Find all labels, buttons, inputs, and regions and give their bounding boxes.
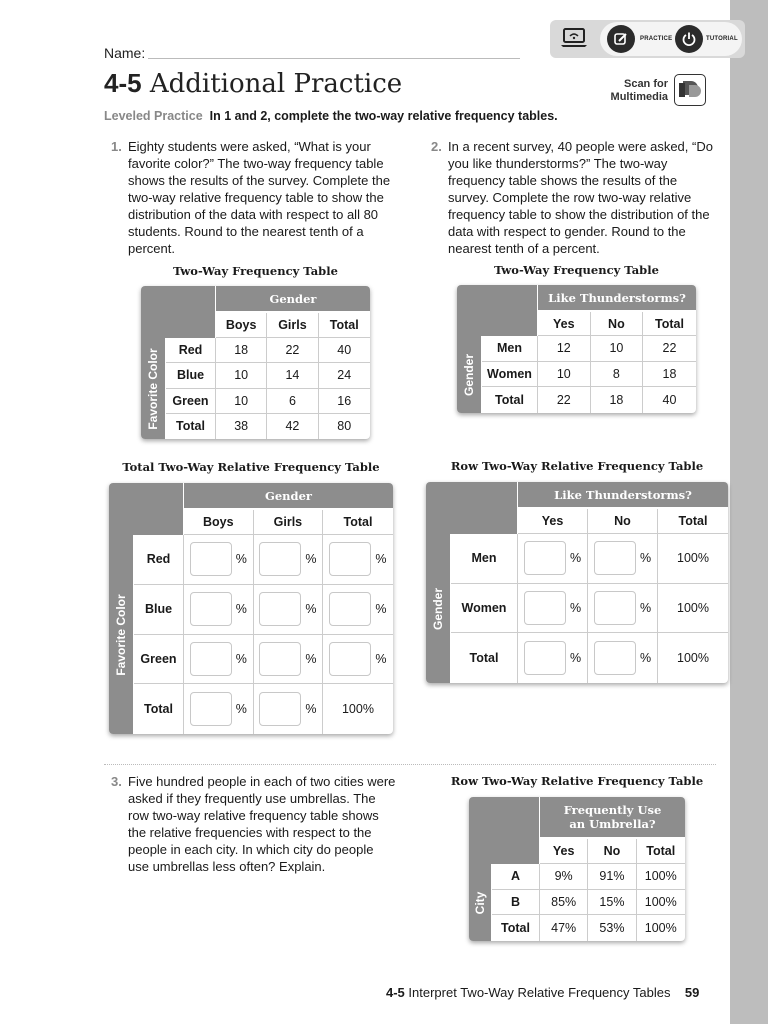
row-group-header: Gender bbox=[457, 336, 481, 413]
table-cell bbox=[184, 585, 254, 635]
percent-sign: % bbox=[569, 600, 582, 615]
answer-input[interactable] bbox=[524, 591, 566, 625]
row-label: B bbox=[492, 890, 540, 916]
percent-sign: % bbox=[639, 650, 652, 665]
column-header: Yes bbox=[518, 509, 588, 534]
problem-2 bbox=[431, 138, 718, 257]
answer-input[interactable] bbox=[190, 592, 232, 626]
table-cell: 10 bbox=[216, 389, 267, 414]
column-header: Boys bbox=[216, 313, 267, 338]
percent-sign: % bbox=[305, 552, 317, 567]
row-group-header: Favorite Color bbox=[109, 535, 133, 734]
table-cell: 6 bbox=[267, 389, 318, 414]
answer-input[interactable] bbox=[190, 692, 232, 726]
answer-input[interactable] bbox=[329, 542, 371, 576]
scan-line-1: Scan for bbox=[623, 78, 668, 90]
table-cell bbox=[184, 535, 254, 585]
problem-text: Five hundred people in each of two cities were asked if they frequently use umbrellas. The row two-way relative frequency table shows the relative frequencies with respect to the people in each city. In which city do people use umbrellas less often? Explain. bbox=[128, 774, 396, 874]
table-cell: 12 bbox=[538, 336, 591, 362]
percent-sign: % bbox=[235, 552, 247, 567]
column-group-header: Gender bbox=[216, 286, 370, 312]
table-corner bbox=[457, 285, 537, 336]
percent-sign: % bbox=[305, 651, 317, 666]
column-group-header-line-1: Frequently Use bbox=[563, 803, 662, 817]
column-group-header: Like Thunderstorms? bbox=[518, 482, 728, 508]
percent-sign: % bbox=[305, 702, 317, 717]
tutorial-label[interactable]: TUTORIAL bbox=[706, 36, 738, 42]
percent-sign: % bbox=[375, 651, 387, 666]
table-cell bbox=[323, 635, 393, 685]
table-cell: 91% bbox=[588, 864, 636, 890]
power-icon[interactable] bbox=[675, 25, 703, 53]
percent-sign: % bbox=[305, 602, 317, 617]
answer-input[interactable] bbox=[329, 642, 371, 676]
answer-input[interactable] bbox=[594, 641, 636, 675]
table-cell bbox=[588, 584, 658, 634]
table-cell: 100% bbox=[341, 702, 374, 717]
percent-sign: % bbox=[235, 651, 247, 666]
row-label: Total bbox=[451, 633, 518, 683]
instructions-text: In 1 and 2, complete the two-way relative frequency tables. bbox=[209, 109, 558, 123]
column-header: No bbox=[591, 312, 644, 336]
table-2-caption: Two-Way Frequency Table bbox=[494, 263, 659, 277]
table-cell bbox=[588, 633, 658, 683]
table-cell bbox=[254, 535, 324, 585]
row-label: Blue bbox=[134, 585, 184, 635]
table-cell bbox=[254, 635, 324, 685]
column-header: No bbox=[588, 509, 658, 534]
table-cell: 22 bbox=[538, 387, 591, 413]
column-group-header-line-2: an Umbrella? bbox=[569, 817, 656, 831]
percent-sign: % bbox=[639, 551, 652, 566]
percent-sign: % bbox=[375, 552, 387, 567]
table-cell: 100% bbox=[677, 650, 709, 665]
instructions bbox=[104, 109, 558, 123]
table-cell bbox=[254, 585, 324, 635]
row-label: Blue bbox=[166, 363, 216, 388]
footer-lesson-number: 4-5 bbox=[386, 985, 405, 1000]
answer-input[interactable] bbox=[259, 642, 301, 676]
section-divider bbox=[104, 764, 716, 765]
row-group-header: City bbox=[469, 864, 491, 941]
table-cell: 22 bbox=[643, 336, 696, 362]
answer-input[interactable] bbox=[259, 692, 301, 726]
table-cell bbox=[254, 684, 324, 734]
scan-text bbox=[600, 78, 668, 104]
table-cell: 53% bbox=[588, 915, 636, 941]
footer-lesson-name: Interpret Two-Way Relative Frequency Tables bbox=[408, 985, 671, 1000]
lesson-number: 4-5 bbox=[104, 68, 142, 98]
problem-text: In a recent survey, 40 people were asked, “Do you like thunderstorms?” The two-way frequency table shows the results of the survey. Complete the row two-way relative frequency table to show the distribution of the data with respect to gender. Round to the nearest tenth of a percent. bbox=[448, 139, 713, 256]
row-label: Men bbox=[482, 336, 538, 362]
column-group-header: Like Thunderstorms? bbox=[538, 285, 696, 311]
column-header: Total bbox=[637, 839, 685, 864]
table-1-caption: Two-Way Frequency Table bbox=[173, 264, 338, 278]
name-label: Name: bbox=[104, 45, 146, 61]
table-cell: 100% bbox=[637, 864, 685, 890]
row-label: Total bbox=[134, 684, 184, 734]
pencil-icon[interactable] bbox=[607, 25, 635, 53]
row-label: Women bbox=[451, 584, 518, 634]
frequency-table-thunderstorms bbox=[457, 285, 696, 413]
column-header: Boys bbox=[184, 510, 254, 535]
column-group-header bbox=[540, 797, 685, 838]
column-header: Total bbox=[319, 313, 370, 338]
answer-input[interactable] bbox=[190, 542, 232, 576]
relative-frequency-table-color bbox=[109, 483, 393, 734]
column-header: Girls bbox=[267, 313, 318, 338]
table-3-caption: Total Two-Way Relative Frequency Table bbox=[122, 460, 380, 474]
table-cell: 100% bbox=[637, 890, 685, 916]
table-corner bbox=[141, 286, 215, 338]
row-label: Total bbox=[166, 414, 216, 439]
table-cell: 10 bbox=[216, 363, 267, 388]
leveled-practice-label: Leveled Practice bbox=[104, 109, 203, 123]
table-cell: 24 bbox=[319, 363, 370, 388]
table-4-caption: Row Two-Way Relative Frequency Table bbox=[450, 459, 704, 473]
row-label: Women bbox=[482, 362, 538, 388]
table-cell bbox=[518, 633, 588, 683]
percent-sign: % bbox=[569, 551, 582, 566]
table-cell: 8 bbox=[591, 362, 644, 388]
table-cell: 18 bbox=[216, 338, 267, 363]
name-line bbox=[148, 58, 520, 59]
scan-line-2: Multimedia bbox=[610, 91, 668, 103]
table-cell: 14 bbox=[267, 363, 318, 388]
table-cell bbox=[323, 535, 393, 585]
frequency-table-color bbox=[141, 286, 370, 439]
table-cell: 16 bbox=[319, 389, 370, 414]
percent-sign: % bbox=[235, 602, 247, 617]
table-cell: 40 bbox=[662, 392, 677, 407]
column-header: Total bbox=[658, 509, 728, 534]
answer-input[interactable] bbox=[190, 642, 232, 676]
scan-code-icon[interactable] bbox=[674, 74, 706, 106]
problem-3 bbox=[111, 773, 398, 875]
table-corner bbox=[469, 797, 539, 864]
table-cell bbox=[184, 684, 254, 734]
table-cell: 100% bbox=[658, 534, 728, 584]
column-header: Total bbox=[323, 510, 393, 535]
relative-frequency-table-thunderstorms bbox=[426, 482, 728, 683]
column-header: No bbox=[588, 839, 636, 864]
practice-label[interactable]: PRACTICE bbox=[640, 36, 673, 42]
column-header: Total bbox=[643, 312, 696, 336]
problem-number: 1. bbox=[111, 139, 122, 154]
table-cell bbox=[323, 585, 393, 635]
problem-text: Eighty students were asked, “What is your favorite color?” The two-way frequency table shows the results of the survey. Complete the two-way relative frequency table to show the distribution of the data with respect to all 80 students. Round to the nearest tenth of a percent. bbox=[128, 139, 391, 256]
table-cell: 42 bbox=[267, 414, 318, 439]
percent-sign: % bbox=[569, 650, 582, 665]
row-group-header: Gender bbox=[426, 534, 450, 683]
table-cell: 10 bbox=[591, 336, 644, 362]
column-header: Girls bbox=[254, 510, 324, 535]
answer-input[interactable] bbox=[329, 592, 371, 626]
table-cell: 18 bbox=[643, 362, 696, 388]
table-cell: 10 bbox=[538, 362, 591, 388]
row-label: Red bbox=[134, 535, 184, 585]
page-number: 59 bbox=[684, 985, 700, 1000]
table-cell: 18 bbox=[591, 387, 644, 413]
table-5-caption: Row Two-Way Relative Frequency Table bbox=[450, 774, 704, 788]
table-cell: 38 bbox=[216, 414, 267, 439]
answer-input[interactable] bbox=[524, 541, 566, 575]
table-cell: 15% bbox=[588, 890, 636, 916]
umbrella-table bbox=[469, 797, 685, 941]
problem-number: 2. bbox=[431, 139, 442, 154]
row-label: Men bbox=[451, 534, 518, 584]
column-header: Yes bbox=[538, 312, 591, 336]
answer-input[interactable] bbox=[594, 541, 636, 575]
answer-input[interactable] bbox=[259, 592, 301, 626]
answer-input[interactable] bbox=[594, 591, 636, 625]
laptop-wifi-icon[interactable] bbox=[559, 26, 589, 50]
answer-input[interactable] bbox=[524, 641, 566, 675]
row-group-header: Favorite Color bbox=[141, 338, 165, 439]
row-label: A bbox=[492, 864, 540, 890]
percent-sign: % bbox=[639, 600, 652, 615]
problem-number: 3. bbox=[111, 774, 122, 789]
lesson-title: Additional Practice bbox=[149, 69, 403, 99]
column-group-header: Gender bbox=[184, 483, 393, 509]
page-edge-strip bbox=[730, 0, 768, 1024]
table-cell: 80 bbox=[337, 419, 352, 434]
table-cell bbox=[518, 584, 588, 634]
column-header: Yes bbox=[540, 839, 588, 864]
table-cell: 9% bbox=[540, 864, 588, 890]
row-label: Green bbox=[134, 635, 184, 685]
row-label: Total bbox=[482, 387, 538, 413]
row-label: Red bbox=[166, 338, 216, 363]
table-cell: 100% bbox=[658, 584, 728, 634]
table-cell: 100% bbox=[644, 920, 677, 935]
table-cell: 40 bbox=[319, 338, 370, 363]
percent-sign: % bbox=[235, 702, 247, 717]
table-cell: 47% bbox=[540, 915, 588, 941]
row-label: Green bbox=[166, 389, 216, 414]
answer-input[interactable] bbox=[259, 542, 301, 576]
table-cell: 22 bbox=[267, 338, 318, 363]
page-footer bbox=[386, 985, 699, 1000]
percent-sign: % bbox=[375, 602, 387, 617]
table-cell: 85% bbox=[540, 890, 588, 916]
problem-1 bbox=[111, 138, 403, 257]
table-cell bbox=[518, 534, 588, 584]
table-corner bbox=[109, 483, 183, 535]
table-cell bbox=[588, 534, 658, 584]
table-cell bbox=[184, 635, 254, 685]
row-label: Total bbox=[492, 915, 540, 941]
table-corner bbox=[426, 482, 517, 534]
page-title bbox=[104, 68, 402, 99]
